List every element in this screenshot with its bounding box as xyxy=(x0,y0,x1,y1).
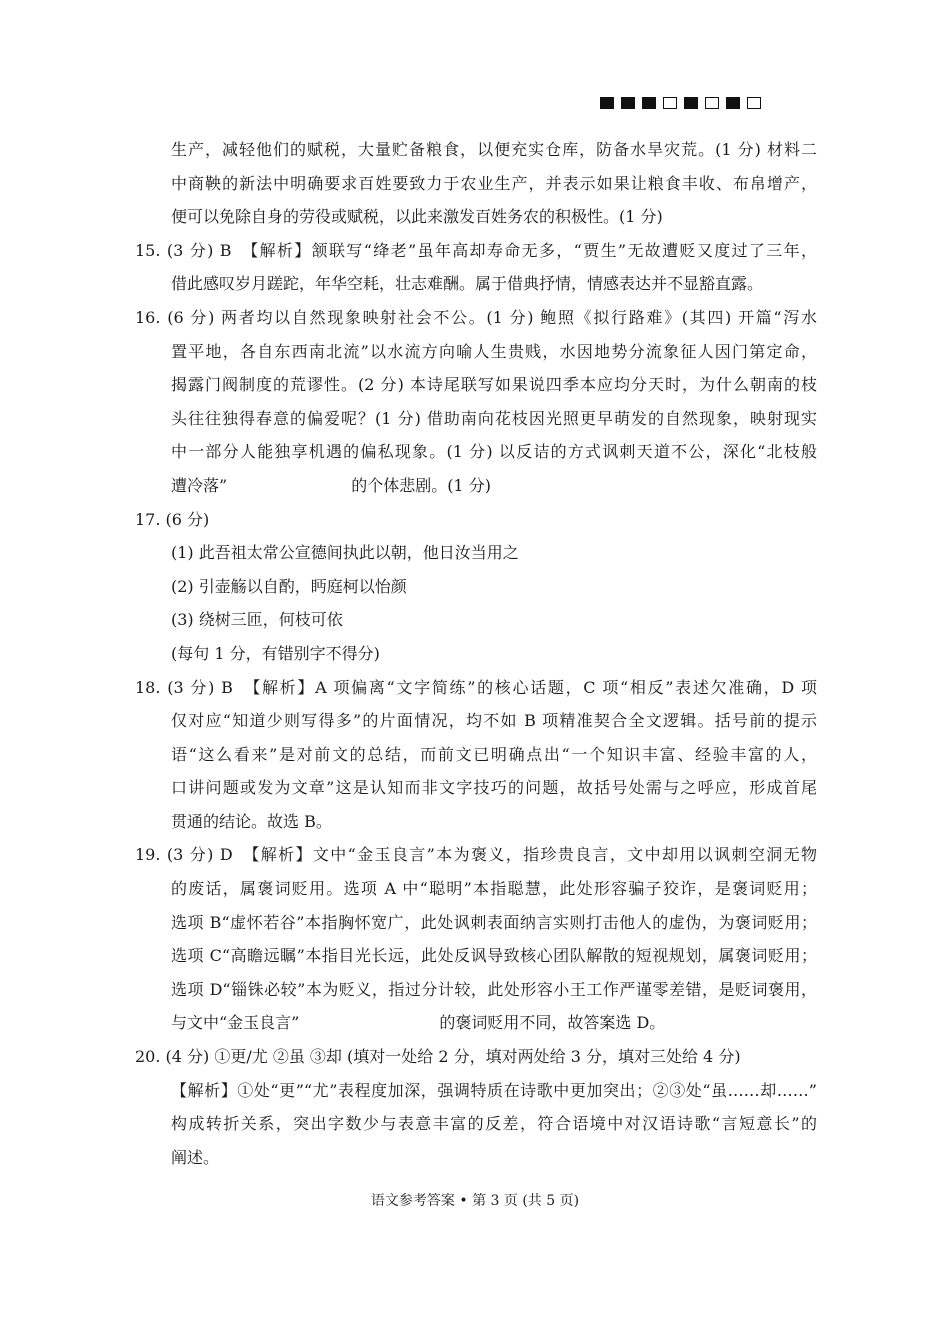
empty-square-mark xyxy=(705,97,719,109)
line-text: 选项 D“锱铢必较”本为贬义，指过分计较，此处形容小王工作严谨零差错，是贬词褒用， xyxy=(171,979,817,999)
text-line xyxy=(135,805,817,839)
empty-square-mark xyxy=(663,97,677,109)
line-text-tail: 的个体悲剧。(1 分) xyxy=(351,475,491,495)
line-text: 头往往独得春意的偏爱呢？(1 分) 借助南向花枝因光照更早萌发的自然现象，映射现实 xyxy=(171,408,817,428)
line-text: (3) 绕树三匝，何枝可依 xyxy=(171,610,343,630)
text-line xyxy=(135,167,817,201)
line-text: 与文中“金玉良言” xyxy=(171,1013,300,1033)
line-text: 遭冷落” xyxy=(171,475,228,495)
line-text: 15. (3 分) B 【解析】颔联写“绛老”虽年高却寿命无多，“贾生”无故遭贬又度过了三年， xyxy=(135,240,817,260)
line-text: 借此感叹岁月蹉跎，年华空耗，壮志难酬。属于借典抒情，情感表达并不显豁直露。 xyxy=(171,274,764,294)
answer-content xyxy=(135,133,817,1174)
filled-square-mark xyxy=(621,97,635,109)
text-line xyxy=(135,536,817,570)
line-text: 口讲问题或发为文章”这是认知而非文字技巧的问题，故括号处需与之呼应，形成首尾 xyxy=(171,778,817,798)
line-text: 仅对应“知道少则写得多”的片面情况，均不如 B 项精准契合全文逻辑。括号前的提示 xyxy=(171,711,817,731)
text-line xyxy=(135,503,817,537)
filled-square-mark xyxy=(684,97,698,109)
text-line xyxy=(135,335,817,369)
page-footer: 语文参考答案 • 第 3 页 (共 5 页) xyxy=(370,1193,580,1209)
line-text: (1) 此吾祖太常公宣德间执此以朝，他日汝当用之 xyxy=(171,543,519,563)
line-text: 阐述。 xyxy=(171,1147,220,1167)
line-text: 便可以免除自身的劳役或赋税，以此来激发百姓务农的积极性。(1 分) xyxy=(171,207,663,227)
text-line xyxy=(135,570,817,604)
text-line xyxy=(135,1006,817,1040)
text-line xyxy=(135,738,817,772)
text-line xyxy=(135,234,817,268)
line-text: 的废话，属褒词贬用。选项 A 中“聪明”本指聪慧，此处形容骗子狡诈，是褒词贬用； xyxy=(171,879,817,899)
line-text: 19. (3 分) D 【解析】文中“金玉良言”本为褒义，指珍贵良言，文中却用以讽刺空洞无物 xyxy=(135,845,817,865)
line-text: 选项 B“虚怀若谷”本指胸怀宽广，此处讽刺表面纳言实则打击他人的虚伪，为褒词贬用； xyxy=(171,912,817,932)
line-text: 中一部分人能独享机遇的偏私现象。(1 分) 以反诘的方式讽刺天道不公，深化“北枝般 xyxy=(171,442,817,462)
line-text: 选项 C“高瞻远瞩”本指目光长远，此处反讽导致核心团队解散的短视规划，属褒词贬用； xyxy=(171,946,817,966)
text-line xyxy=(135,637,817,671)
line-text: 生产，减轻他们的赋税，大量贮备粮食，以便充实仓库，防备水旱灾荒。(1 分) 材料二 xyxy=(171,140,817,159)
text-line xyxy=(135,1040,817,1074)
text-line xyxy=(135,671,817,705)
text-line xyxy=(135,1141,817,1175)
line-text: 17. (6 分) xyxy=(135,509,210,529)
filled-square-mark xyxy=(600,97,614,109)
line-text: 【解析】①处“更”“尤”表程度加深，强调特质在诗歌中更加突出；②③处“虽……却……” xyxy=(171,1080,817,1100)
line-text: 揭露门阀制度的荒谬性。(2 分) 本诗尾联写如果说四季本应均分天时，为什么朝南的枝 xyxy=(171,375,817,395)
text-line xyxy=(135,133,817,167)
line-text: 构成转折关系，突出字数少与表意丰富的反差，符合语境中对汉语诗歌“言短意长”的 xyxy=(171,1114,817,1134)
text-line xyxy=(135,1074,817,1108)
text-line xyxy=(135,939,817,973)
text-line xyxy=(135,267,817,301)
text-line xyxy=(135,771,817,805)
line-text: 20. (4 分) ①更/尤 ②虽 ③却 (填对一处给 2 分，填对两处给 3 分，填对三处给 4 分) xyxy=(135,1047,741,1067)
line-text: 中商鞅的新法中明确要求百姓要致力于农业生产，并表示如果让粮食丰收、布帛增产， xyxy=(171,173,817,193)
line-text: 贯通的结论。故选 B。 xyxy=(171,811,332,831)
line-text: (2) 引壶觞以自酌，眄庭柯以怡颜 xyxy=(171,576,407,596)
text-line xyxy=(135,301,817,335)
text-line xyxy=(135,838,817,872)
filled-square-mark xyxy=(642,97,656,109)
header-marks xyxy=(600,97,761,109)
text-line xyxy=(135,402,817,436)
filled-square-mark xyxy=(726,97,740,109)
text-line xyxy=(135,603,817,637)
text-line xyxy=(135,200,817,234)
text-line xyxy=(135,1107,817,1141)
line-text-tail: 的褒词贬用不同，故答案选 D。 xyxy=(439,1013,666,1033)
text-line xyxy=(135,872,817,906)
line-text: (每句 1 分，有错别字不得分) xyxy=(171,643,380,663)
text-line xyxy=(135,469,817,503)
empty-square-mark xyxy=(747,97,761,109)
text-line xyxy=(135,435,817,469)
line-text: 置平地，各自东西南北流”以水流方向喻人生贵贱，水因地势分流象征人因门第定命， xyxy=(171,341,817,361)
text-line xyxy=(135,906,817,940)
text-line xyxy=(135,704,817,738)
text-line xyxy=(135,973,817,1007)
line-text: 18. (3 分) B 【解析】A 项偏离“文字简练”的核心话题，C 项“相反”表述欠准确，D 项 xyxy=(135,677,817,697)
line-text: 语“这么看来”是对前文的总结，而前文已明确点出“一个知识丰富、经验丰富的人， xyxy=(171,744,817,764)
text-line xyxy=(135,368,817,402)
line-text: 16. (6 分) 两者均以自然现象映射社会不公。(1 分) 鲍照《拟行路难》(其四) 开篇“泻水 xyxy=(135,307,817,327)
